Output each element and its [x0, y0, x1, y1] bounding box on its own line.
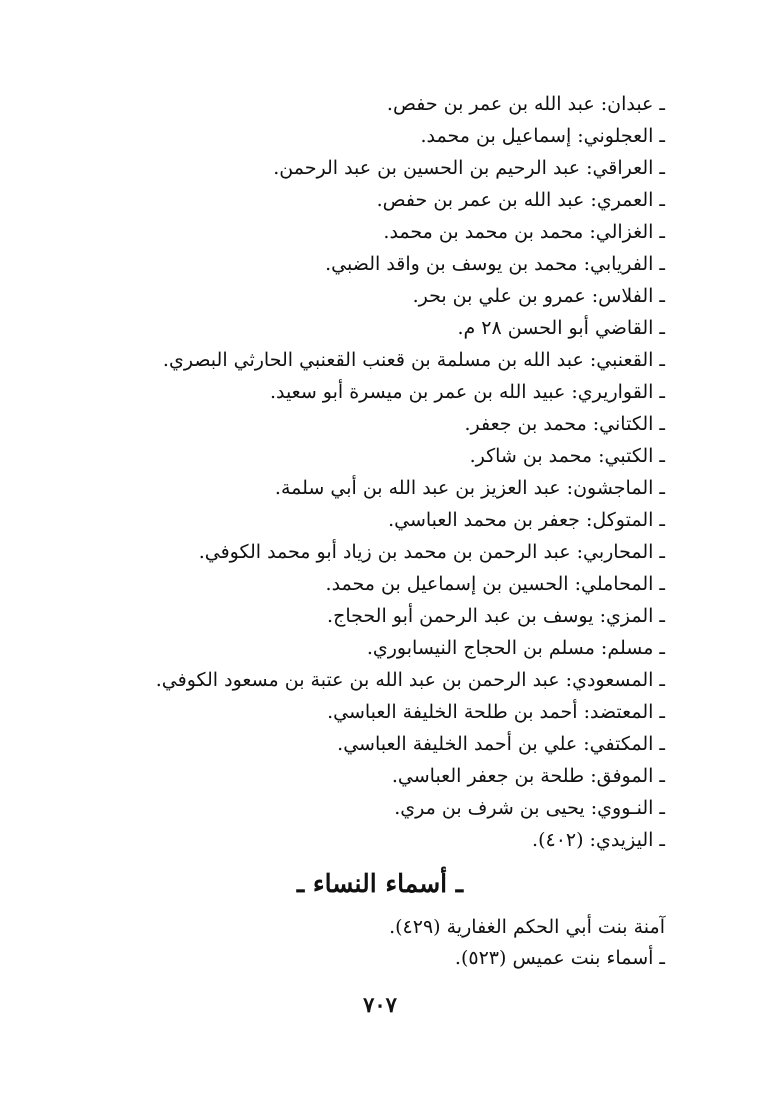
- index-entry: ـ الفلاس: عمرو بن علي بن بحر.: [412, 285, 665, 307]
- index-entry: ـ النـووي: يحيى بن شرف بن مري.: [394, 797, 665, 819]
- women-entry: ـ أسماء بنت عميس (٥٢٣).: [454, 947, 665, 969]
- index-entry: ـ الكتاني: محمد بن جعفر.: [464, 413, 665, 435]
- index-entry: ـ المتوكل: جعفر بن محمد العباسي.: [388, 509, 665, 531]
- index-entry: ـ القعنبي: عبد الله بن مسلمة بن قعنب القعنبي الحارثي البصري.: [162, 349, 665, 371]
- nickname-index-list: [105, 88, 665, 856]
- index-entry: ـ المحاربي: عبد الرحمن بن محمد بن زياد أبو محمد الكوفي.: [198, 541, 665, 563]
- women-names-list: [105, 912, 665, 974]
- index-entry: ـ المكتفي: علي بن أحمد الخليفة العباسي.: [337, 733, 665, 755]
- page-number: ٧٠٧: [363, 992, 397, 1017]
- index-entry: ـ القواريري: عبيد الله بن عمر بن ميسرة أبو سعيد.: [269, 381, 665, 403]
- index-entry: ـ الفريابي: محمد بن يوسف بن واقد الضبي.: [325, 253, 665, 275]
- index-entry: ـ العجلوني: إسماعيل بن محمد.: [420, 125, 665, 147]
- index-entry: ـ العراقي: عبد الرحيم بن الحسين بن عبد الرحمن.: [273, 157, 665, 179]
- index-entry: ـ القاضي أبو الحسن ٢٨ م.: [457, 317, 665, 339]
- index-entry: ـ مسلم: مسلم بن الحجاج النيسابوري.: [366, 637, 665, 659]
- index-entry: ـ اليزيدي: (٤٠٢).: [532, 829, 665, 851]
- women-entry: آمنة بنت أبي الحكم الغفارية (٤٢٩).: [389, 916, 665, 938]
- index-entry: ـ الكتبي: محمد بن شاكر.: [469, 445, 665, 467]
- women-section-heading: ـ أسماء النساء ـ: [296, 869, 464, 898]
- index-entry: ـ الموفق: طلحة بن جعفر العباسي.: [391, 765, 665, 787]
- index-entry: ـ المعتضد: أحمد بن طلحة الخليفة العباسي.: [327, 701, 665, 723]
- index-entry: ـ العمري: عبد الله بن عمر بن حفص.: [376, 189, 665, 211]
- index-entry: ـ المسعودي: عبد الرحمن بن عبد الله بن عتبة بن مسعود الكوفي.: [155, 669, 665, 691]
- index-entry: ـ المزي: يوسف بن عبد الرحمن أبو الحجاج.: [327, 605, 665, 627]
- index-entry: ـ الماجشون: عبد العزيز بن عبد الله بن أبي سلمة.: [274, 477, 665, 499]
- index-entry: ـ عبدان: عبد الله بن عمر بن حفص.: [386, 93, 665, 115]
- index-entry: ـ المحاملي: الحسين بن إسماعيل بن محمد.: [325, 573, 665, 595]
- index-entry: ـ الغزالي: محمد بن محمد بن محمد.: [383, 221, 665, 243]
